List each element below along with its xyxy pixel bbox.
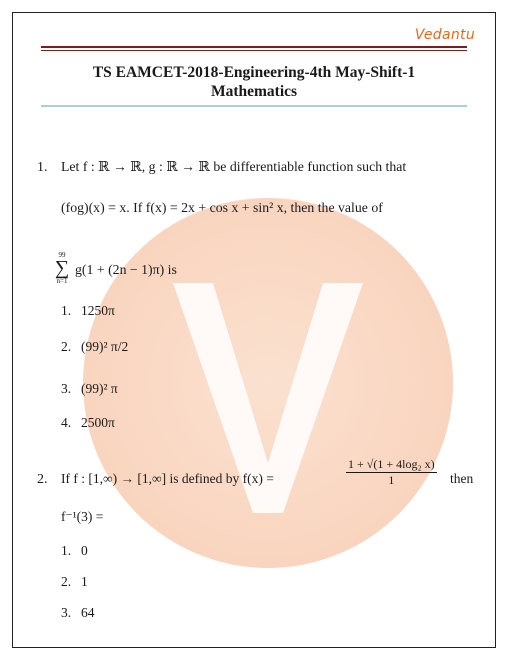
header-rule: [41, 46, 467, 48]
sum-lower-limit: n=1: [56, 277, 68, 285]
question-1-line-1: Let f : ℝ → ℝ, g : ℝ → ℝ be differentiable function such that: [61, 159, 407, 174]
question-2-line-2: f⁻¹(3) =: [61, 509, 104, 524]
vedantu-watermark: [78, 193, 458, 573]
title-line-2: Mathematics: [210, 83, 298, 100]
header-rule-thin: [41, 50, 467, 51]
question-2-fraction: [346, 457, 437, 488]
question-1-option-2: 2. (99)² π/2: [61, 339, 129, 354]
question-2-option-1: 1. 0: [61, 543, 88, 558]
question-2-option-2: 2. 1: [61, 574, 88, 589]
question-2-option-3: 3. 64: [61, 605, 95, 620]
title-underline: [41, 105, 467, 107]
summation-symbol: 99 ∑ n=1: [51, 251, 73, 285]
question-1-option-1: 1. 1250π: [61, 303, 115, 318]
fraction-denominator: 1: [388, 473, 395, 487]
question-1-line-3: g(1 + (2n − 1)π) is: [75, 262, 177, 277]
question-2-line-1a: If f : [1,∞) → [1,∞] is defined by f(x) =: [61, 471, 274, 486]
question-1-line-2: (fog)(x) = x. If f(x) = 2x + cos x + sin² x, then the value of: [61, 200, 383, 215]
question-1-option-3: 3. (99)² π: [61, 381, 118, 396]
title-line-1: TS EAMCET-2018-Engineering-4th May-Shift-1: [92, 64, 416, 81]
document-page: [12, 12, 496, 648]
question-1-option-4: 4. 2500π: [61, 415, 115, 430]
sum-upper-limit: 99: [58, 251, 66, 259]
question-1-number: 1.: [37, 160, 48, 175]
question-2-number: 2.: [37, 472, 48, 487]
page-title: [13, 63, 495, 101]
fraction-numerator: 1 + √(1 + 4log₂ x): [348, 457, 435, 471]
vedantu-logo: Vedantu: [414, 27, 475, 43]
question-2-line-1b: then: [450, 471, 474, 486]
